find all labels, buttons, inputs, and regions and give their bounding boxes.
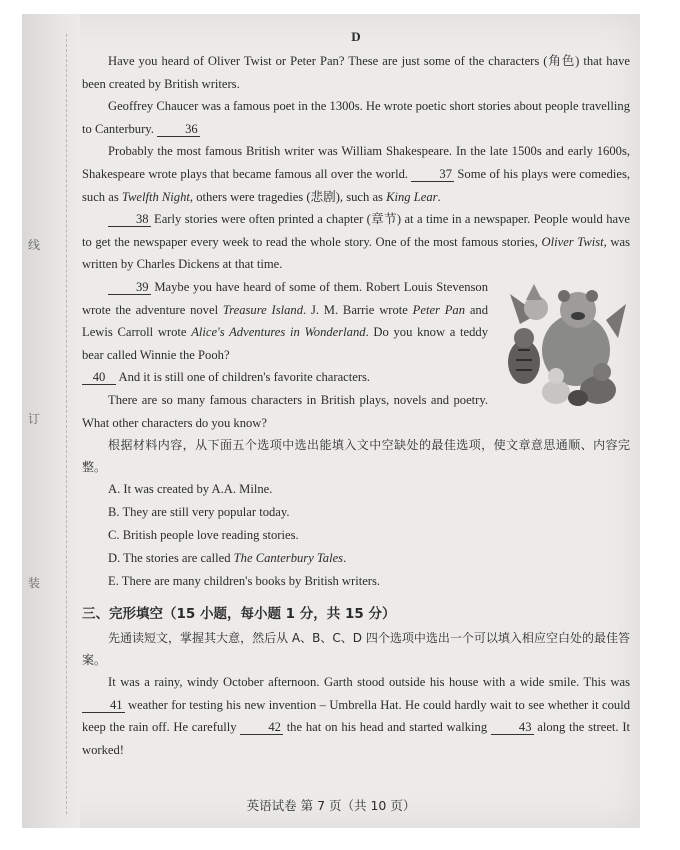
paragraph-7: There are so many famous characters in British plays, novels and poetry. What other characters do you know? xyxy=(82,392,488,430)
option-d-text: . xyxy=(343,551,347,566)
option-c: C. British people love reading stories. xyxy=(108,528,299,543)
title-twelfth-night: Twelfth Night xyxy=(121,189,190,204)
passage-heading: D xyxy=(351,29,361,44)
paragraph-4-text: , was written by Charles Dickens at that time. xyxy=(82,234,630,272)
pooh-characters-icon xyxy=(498,280,630,412)
option-b: B. They are still very popular today. xyxy=(108,505,290,520)
paragraph-5-text: Maybe you have heard of some of them. Robert Louis Stevenson wrote the adventure novel xyxy=(82,279,488,317)
paragraph-3-text: Probably the most famous British writer was William Shakespeare. In the late 1500s and early 1600s, Shakespeare wrote plays that became famous all over the world. xyxy=(82,144,630,181)
title-peter-pan: Peter Pan xyxy=(412,302,466,317)
blank-39: 39 xyxy=(108,280,151,295)
blank-38: 38 xyxy=(108,212,151,227)
paragraph-2 xyxy=(82,95,630,140)
section-3-instruction: 先通读短文，掌握其大意，然后从 A、B、C、D 四个选项中选出一个可以填入相应空白处的最佳答案。 xyxy=(82,631,630,668)
task-instruction: 根据材料内容，从下面五个选项中选出能填入文中空缺处的最佳选项，使文章意思通顺、内容完整。 xyxy=(82,438,630,475)
blank-37: 37 xyxy=(411,167,454,182)
blank-36: 36 xyxy=(157,122,200,137)
page-footer: 英语试卷 第 7 页（共 10 页） xyxy=(246,798,416,813)
paragraph-1: Have you heard of Oliver Twist or Peter Pan? These are just some of the characters (角色) that have been created by British writers. xyxy=(82,54,630,91)
blank-42: 42 xyxy=(240,720,283,735)
paragraph-5-text: and Lewis Carroll wrote xyxy=(82,302,489,340)
cloze-text: weather for testing his new invention – Umbrella Hat. He could hardly wait to see whether it could keep the rain off. He carefully xyxy=(82,697,630,735)
option-d-text: D. The stories are called xyxy=(108,551,231,566)
option-a: A. It was created by A.A. Milne. xyxy=(108,482,273,497)
title-treasure-island: Treasure Island xyxy=(222,302,304,317)
title-alice: Alice's Adventures in Wonderland xyxy=(191,325,366,340)
option-e: E. There are many children's books by British writers. xyxy=(108,574,381,589)
paragraph-4-text: Early stories were often printed a chapter (章节) at a time in a newspaper. People would have to get the newspaper every week to read the whole story. One of the most famous stories, xyxy=(82,212,630,249)
title-oliver-twist: Oliver Twist xyxy=(541,234,604,249)
exam-page xyxy=(22,14,640,828)
cloze-text: It was a rainy, windy October afternoon. Garth stood outside his house with a wide smile. This was xyxy=(108,675,630,690)
paragraph-5-text: . Do you know a teddy bear called Winnie the Pooh? xyxy=(82,325,488,362)
passage-content xyxy=(82,26,630,761)
paragraph-6-text: And it is still one of children's favorite characters. xyxy=(118,370,371,385)
cloze-paragraph xyxy=(82,671,630,761)
binding-mark-line: 线 xyxy=(28,238,41,252)
blank-43: 43 xyxy=(491,720,534,735)
paragraph-4 xyxy=(82,208,630,276)
title-canterbury-tales: The Canterbury Tales xyxy=(233,551,344,566)
options-list xyxy=(82,478,630,593)
cloze-text: the hat on his head and started walking xyxy=(286,720,488,735)
paragraph-5-text: . J. M. Barrie wrote xyxy=(303,302,408,317)
paragraph-3-text: Some of his plays were comedies, such as xyxy=(82,166,631,204)
binding-mark-bind: 订 xyxy=(28,412,41,426)
blank-41: 41 xyxy=(82,698,125,713)
winnie-the-pooh-illustration xyxy=(498,280,630,412)
binding-dashed-line xyxy=(66,34,67,814)
section-3-title: 三、完形填空（15 小题，每小题 1 分，共 15 分） xyxy=(82,606,396,623)
title-king-lear: King Lear xyxy=(386,189,438,204)
option-d xyxy=(82,547,630,570)
blank-40: 40 xyxy=(82,370,116,385)
paragraph-3-text: . xyxy=(437,189,441,204)
binding-mark-pack: 装 xyxy=(28,576,41,590)
cloze-text: along the street. It worked! xyxy=(82,720,631,757)
paragraph-3-text: , others were tragedies (悲剧), such as xyxy=(189,189,383,204)
paragraph-2-text: Geoffrey Chaucer was a famous poet in the 1300s. He wrote poetic short stories about people travelling to Canterbury. xyxy=(82,99,630,136)
paragraph-3 xyxy=(82,140,630,208)
binding-margin xyxy=(22,14,80,828)
